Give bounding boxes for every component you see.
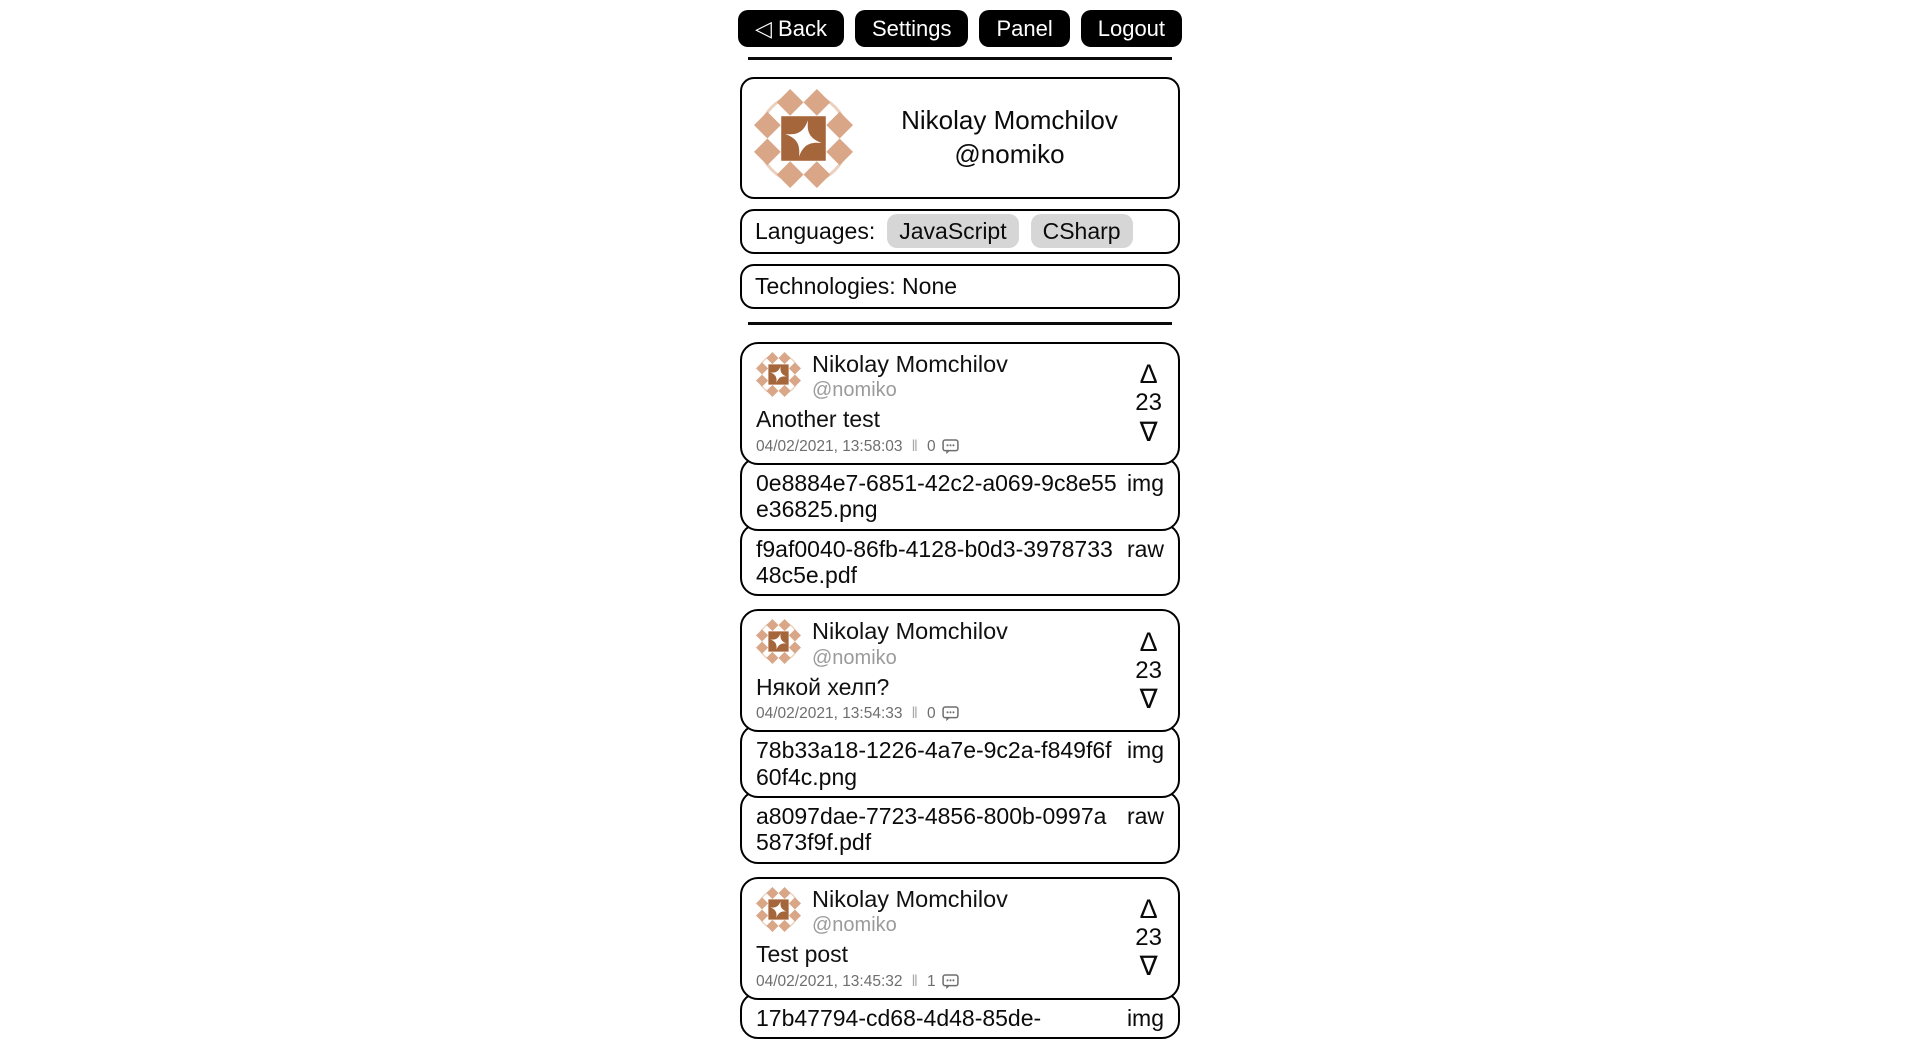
profile-card	[740, 77, 1180, 199]
vote-column	[1135, 611, 1162, 730]
post	[740, 342, 1180, 596]
comment-count: 1	[926, 972, 936, 990]
post-title: Някой хелп?	[756, 673, 890, 700]
vote-column	[1135, 879, 1162, 998]
language-badge: CSharp	[1031, 214, 1133, 248]
post-meta	[756, 973, 1164, 991]
post-header	[756, 352, 1164, 401]
attachment-row[interactable]	[740, 724, 1180, 798]
divider-top	[748, 57, 1172, 60]
post-title: Test post	[756, 941, 849, 968]
post-timestamp: 04/02/2021, 13:58:03	[756, 437, 903, 455]
post	[740, 877, 1180, 1039]
attachment-row[interactable]	[740, 790, 1180, 864]
meta-separator: ‖	[911, 437, 918, 455]
post-timestamp: 04/02/2021, 13:54:33	[756, 705, 903, 723]
attachments	[740, 724, 1180, 864]
post	[740, 609, 1180, 863]
attachment-row[interactable]	[740, 523, 1180, 597]
post-timestamp: 04/02/2021, 13:45:32	[756, 972, 903, 990]
downvote-button[interactable]: ∇	[1139, 683, 1158, 714]
attachment-filename: a8097dae-7723-4856-800b-0997a5873f9f.pdf	[756, 802, 1107, 856]
meta-separator: ‖	[911, 972, 918, 990]
logout-button[interactable]: Logout	[1081, 10, 1182, 47]
post-meta	[756, 438, 1164, 456]
post-card[interactable]	[740, 609, 1180, 732]
downvote-button[interactable]: ∇	[1139, 951, 1158, 982]
attachment-filename: 0e8884e7-6851-42c2-a069-9c8e55e36825.png	[756, 469, 1117, 523]
comments-icon	[942, 706, 959, 722]
attachment-filename: 17b47794-cd68-4d48-85de-	[756, 1004, 1042, 1031]
post-header	[756, 887, 1164, 936]
post-author-block	[812, 619, 1008, 668]
panel-button[interactable]: Panel	[979, 10, 1069, 47]
vote-column	[1135, 344, 1162, 463]
post-avatar	[756, 352, 801, 397]
post-avatar	[756, 887, 801, 932]
languages-badges	[875, 218, 1132, 245]
languages-label: Languages:	[755, 218, 876, 244]
attachment-row[interactable]	[740, 457, 1180, 531]
settings-button[interactable]: Settings	[855, 10, 969, 47]
post-score: 23	[1135, 389, 1162, 417]
post-score: 23	[1135, 656, 1162, 684]
profile-handle: @nomiko	[954, 139, 1065, 169]
technologies-card	[740, 264, 1180, 309]
post-author-block	[812, 352, 1008, 401]
technologies-text: Technologies: None	[755, 273, 958, 299]
post-author-handle: @nomiko	[812, 379, 897, 402]
profile-info	[853, 104, 1166, 172]
post-author-block	[812, 887, 1008, 936]
post-author-handle: @nomiko	[812, 646, 897, 669]
meta-separator: ‖	[911, 705, 918, 723]
upvote-button[interactable]: Δ	[1139, 893, 1158, 924]
post-card[interactable]	[740, 342, 1180, 465]
comment-count: 0	[926, 437, 936, 455]
attachment-type-label: img	[1126, 1004, 1164, 1031]
attachment-filename: f9af0040-86fb-4128-b0d3-397873348c5e.pdf	[756, 535, 1113, 588]
post-avatar	[756, 619, 801, 664]
attachment-type-label: raw	[1126, 535, 1164, 562]
back-icon: ◁	[754, 15, 772, 41]
attachment-type-label: img	[1126, 737, 1164, 764]
post-card[interactable]	[740, 877, 1180, 1000]
post-author-name: Nikolay Momchilov	[812, 885, 1008, 912]
profile-name: Nikolay Momchilov	[901, 105, 1118, 136]
main-column	[740, 0, 1180, 1039]
attachments	[740, 457, 1180, 597]
top-nav	[740, 0, 1180, 47]
attachment-filename: 78b33a18-1226-4a7e-9c2a-f849f6f60f4c.png	[756, 737, 1112, 790]
attachment-type-label: raw	[1126, 802, 1164, 829]
downvote-button[interactable]: ∇	[1139, 416, 1158, 447]
back-button[interactable]	[738, 10, 844, 47]
post-meta	[756, 705, 1164, 723]
post-header	[756, 619, 1164, 668]
post-score: 23	[1135, 923, 1162, 951]
divider-feed	[748, 322, 1172, 325]
attachment-type-label: img	[1126, 469, 1164, 496]
post-author-name: Nikolay Momchilov	[812, 618, 1008, 645]
comments-icon	[942, 974, 959, 990]
post-author-handle: @nomiko	[812, 914, 897, 937]
post-title: Another test	[756, 406, 881, 433]
upvote-button[interactable]: Δ	[1139, 626, 1158, 657]
feed	[740, 342, 1180, 1039]
language-badge: JavaScript	[887, 214, 1018, 248]
profile-avatar	[754, 89, 853, 188]
back-label: Back	[778, 15, 827, 41]
comment-count: 0	[926, 705, 936, 723]
comments-icon	[942, 439, 959, 455]
upvote-button[interactable]: Δ	[1139, 359, 1158, 390]
languages-card	[740, 209, 1180, 254]
post-author-name: Nikolay Momchilov	[812, 351, 1008, 377]
